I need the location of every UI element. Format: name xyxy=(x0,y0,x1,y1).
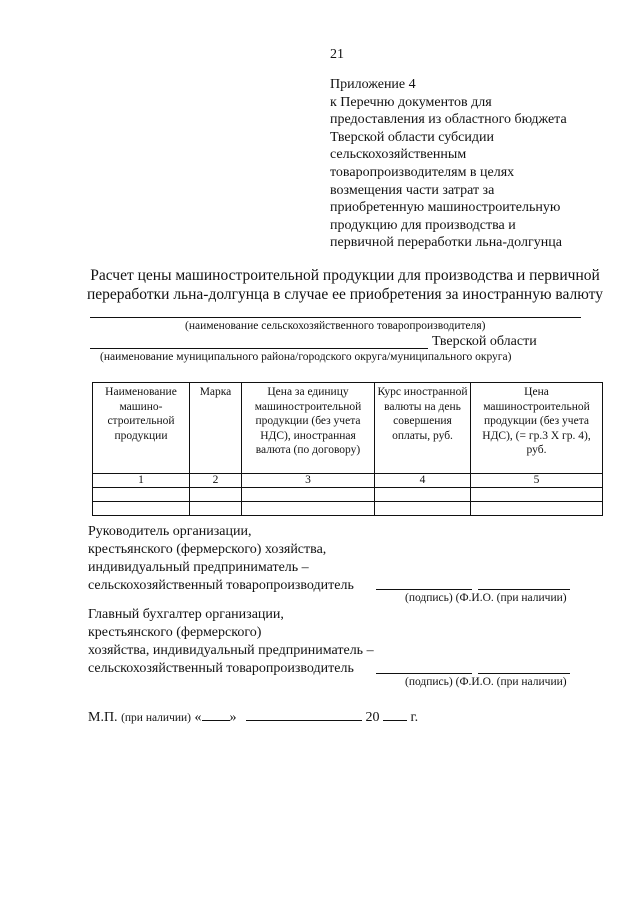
signatory-line: индивидуальный предприниматель – xyxy=(88,560,309,575)
table-cell[interactable] xyxy=(242,488,375,502)
municipality-name-line[interactable] xyxy=(90,348,428,349)
director-signature-block xyxy=(88,523,354,595)
year-suffix: г. xyxy=(410,710,419,725)
chief-accountant-signature-block xyxy=(88,606,374,678)
title-line: переработки льна-долгунца в случае ее приобретения за иностранную валюту xyxy=(86,286,603,303)
producer-caption: (наименование сельскохозяйственного товаропроизводителя) xyxy=(185,320,486,332)
table-number-row xyxy=(93,474,603,488)
stamp-date-line xyxy=(88,708,418,726)
column-number: 3 xyxy=(242,474,375,488)
open-quote: « xyxy=(194,710,202,725)
header-exchange-rate: Курс иностранной валюты на день совершения оплаты, руб. xyxy=(375,383,471,474)
producer-name-line[interactable] xyxy=(90,317,581,318)
year-prefix: 20 xyxy=(365,710,380,725)
table-cell[interactable] xyxy=(471,488,603,502)
signature-line[interactable] xyxy=(376,589,472,590)
table-cell[interactable] xyxy=(242,502,375,516)
full-name-line[interactable] xyxy=(478,589,570,590)
appendix-line: сельскохозяйственным xyxy=(330,147,467,163)
region-label: Тверской области xyxy=(432,334,537,349)
full-name-line[interactable] xyxy=(478,673,570,674)
page-number: 21 xyxy=(330,47,344,62)
signatory-line: сельскохозяйственный товаропроизводитель xyxy=(88,578,354,593)
signatory-line: Главный бухгалтер организации, xyxy=(88,607,284,622)
header-price-rub: Цена машиностроительной продукции (без учета НДС), (= гр.3 Х гр. 4), руб. xyxy=(471,383,603,474)
table-cell[interactable] xyxy=(93,502,190,516)
table-cell[interactable] xyxy=(93,488,190,502)
table-cell[interactable] xyxy=(375,502,471,516)
table-cell[interactable] xyxy=(190,502,242,516)
appendix-line: Тверской области субсидии xyxy=(330,129,494,145)
year-field[interactable] xyxy=(383,708,407,721)
table-header-row xyxy=(93,383,603,474)
signatory-line: крестьянского (фермерского) xyxy=(88,625,262,640)
signatory-line: сельскохозяйственный товаропроизводитель xyxy=(88,661,354,676)
appendix-reference xyxy=(330,76,610,252)
appendix-line: Приложение 4 xyxy=(330,77,416,92)
municipality-caption: (наименование муниципального района/городского округа/муниципального округа) xyxy=(100,351,512,363)
appendix-line: приобретенную машиностроительную xyxy=(330,200,561,216)
column-number: 4 xyxy=(375,474,471,488)
appendix-line: предоставления из областного бюджета xyxy=(330,112,567,128)
price-calculation-table xyxy=(92,382,603,516)
appendix-line: возмещения части затрат за xyxy=(330,182,495,198)
appendix-line: товаропроизводителям в целях xyxy=(330,164,515,180)
table-row xyxy=(93,488,603,502)
table-row xyxy=(93,502,603,516)
header-product-name: Наименование машино-строительной продукции xyxy=(93,383,190,474)
column-number: 1 xyxy=(93,474,190,488)
header-unit-price-foreign: Цена за единицу машиностроительной продукции (без учета НДС), иностранная валюта (по договору) xyxy=(242,383,375,474)
signatory-line: Руководитель организации, xyxy=(88,524,252,539)
appendix-line: к Перечню документов для xyxy=(330,94,492,110)
table-cell[interactable] xyxy=(190,488,242,502)
month-field[interactable] xyxy=(246,708,362,721)
document-title xyxy=(85,266,605,304)
signatory-line: хозяйства, индивидуальный предприниматель – xyxy=(88,643,374,658)
table-cell[interactable] xyxy=(375,488,471,502)
header-brand: Марка xyxy=(190,383,242,474)
appendix-line: первичной переработки льна-долгунца xyxy=(330,235,562,251)
signature-line[interactable] xyxy=(376,673,472,674)
day-field[interactable] xyxy=(202,708,230,721)
stamp-note: (при наличии) xyxy=(121,712,192,724)
table-cell[interactable] xyxy=(471,502,603,516)
title-line: Расчет цены машиностроительной продукции для производства и первичной xyxy=(90,267,600,284)
column-number: 5 xyxy=(471,474,603,488)
stamp-label: М.П. xyxy=(88,710,118,725)
close-quote: » xyxy=(229,710,237,725)
column-number: 2 xyxy=(190,474,242,488)
signatory-line: крестьянского (фермерского) хозяйства, xyxy=(88,542,327,557)
signature-caption: (подпись) (Ф.И.О. (при наличии) xyxy=(405,592,567,604)
appendix-line: продукцию для производства и xyxy=(330,217,516,233)
signature-caption: (подпись) (Ф.И.О. (при наличии) xyxy=(405,676,567,688)
